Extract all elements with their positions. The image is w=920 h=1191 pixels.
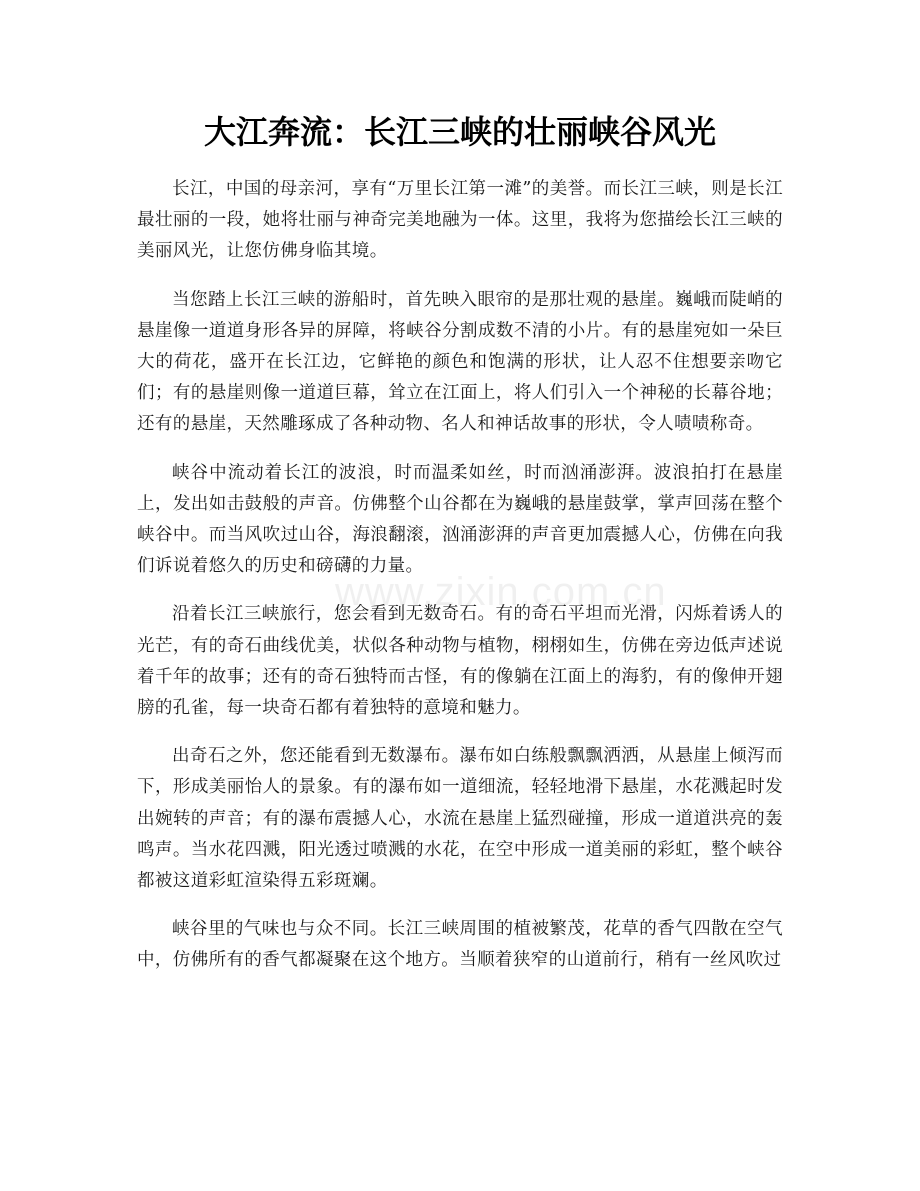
- paragraph-1: 长江，中国的母亲河，享有“万里长江第一滩”的美誉。而长江三峡，则是长江最壮丽的一段，她将壮丽与神奇完美地融为一体。这里，我将为您描绘长江三峡的美丽风光，让您仿佛身临其境。: [137, 179, 783, 262]
- paragraph-2: 当您踏上长江三峡的游船时，首先映入眼帘的是那壮观的悬崖。巍峨而陡峭的悬崖像一道道身形各异的屏障，将峡谷分割成数不清的小片。有的悬崖宛如一朵巨大的荷花，盛开在长江边，它鲜艳的颜色和饱满的形状，让人忍不住想要亲吻它们；有的悬崖则像一道道巨幕，耸立在江面上，将人们引入一个神秘的长幕谷地；还有的悬崖，天然雕琢成了各种动物、名人和神话故事的形状，令人啧啧称奇。: [137, 289, 783, 435]
- paragraph-4: 沿着长江三峡旅行，您会看到无数奇石。有的奇石平坦而光滑，闪烁着诱人的光芒，有的奇石曲线优美，状似各种动物与植物，栩栩如生，仿佛在旁边低声述说着千年的故事；还有的奇石独特而古怪，有的像躺在江面上的海豹，有的像伸开翅膀的孔雀，每一块奇石都有着独特的意境和魅力。: [137, 604, 783, 719]
- watermark: www.zixin.com.cn: [335, 570, 667, 614]
- paragraph-3: 峡谷中流动着长江的波浪，时而温柔如丝，时而汹涌澎湃。波浪拍打在悬崖上，发出如击鼓般的声音。仿佛整个山谷都在为巍峨的悬崖鼓掌，掌声回荡在整个峡谷中。而当风吹过山谷，海浪翻滚，汹涌澎湃的声音更加震撼人心，仿佛在向我们诉说着悠久的历史和磅礴的力量。: [137, 462, 783, 577]
- paragraph-5: 出奇石之外，您还能看到无数瀑布。瀑布如白练般飘飘洒洒，从悬崖上倾泻而下，形成美丽怡人的景象。有的瀑布如一道细流，轻轻地滑下悬崖，水花溅起时发出婉转的声音；有的瀑布震撼人心，水流在悬崖上猛烈碰撞，形成一道道洪亮的轰鸣声。当水花四溅，阳光透过喷溅的水花，在空中形成一道美丽的彩虹，整个峡谷都被这道彩虹渲染得五彩斑斓。: [137, 746, 783, 892]
- paragraph-6: 峡谷里的气味也与众不同。长江三峡周围的植被繁茂，花草的香气四散在空气中，仿佛所有的香气都凝聚在这个地方。当顺着狭窄的山道前行，稍有一丝风吹过: [137, 919, 783, 971]
- document-title: 大江奔流：长江三峡的壮丽峡谷风光: [203, 113, 716, 151]
- document-body: [137, 174, 783, 994]
